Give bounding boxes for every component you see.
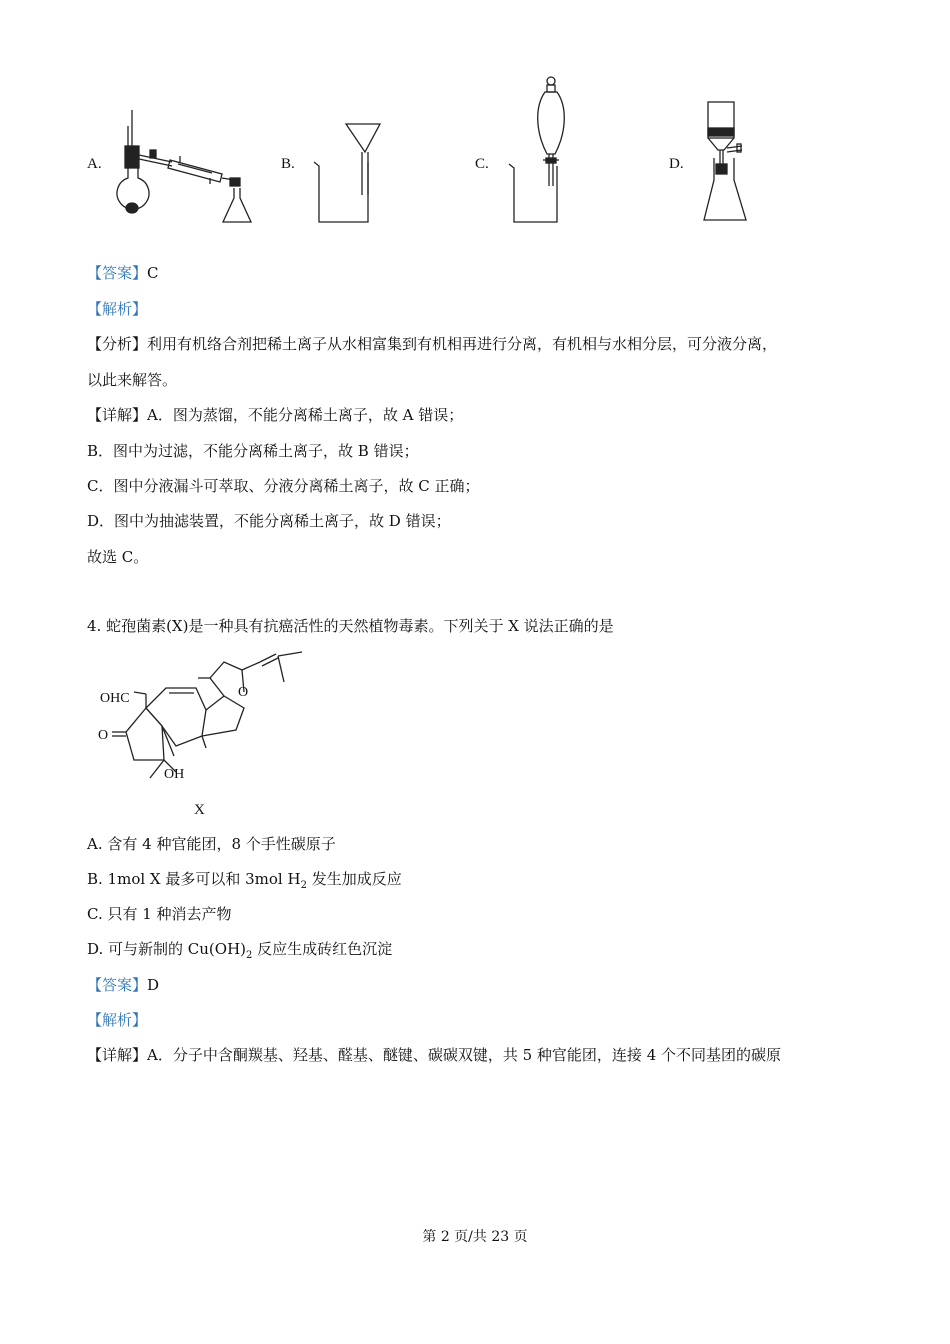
separatory-funnel-icon [505,76,577,226]
q4-option-b [87,869,402,896]
option-b-text-post: 发生加成反应 [306,870,402,888]
detail-a-text: A．图为蒸馏，不能分离稀土离子，故 A 错误； [147,406,464,424]
suction-filtration-icon [700,100,752,226]
oh-label: OH [164,767,185,782]
answer-tag: 【答案】 [87,976,148,994]
option-b-letter: B. [281,156,295,172]
q3-detail-c: C．图中分液漏斗可萃取、分液分离稀土离子，故 C 正确； [87,477,480,495]
q3-detail-a [87,405,463,425]
option-d-text-post: 反应生成砖红色沉淀 [252,940,393,958]
q4-answer-line [87,975,159,995]
molecule-x-structure [96,648,316,824]
cho-label: OHC [100,691,130,706]
filtration-apparatus-icon [310,120,382,226]
q3-analysis-tag: 【解析】 [87,300,148,318]
q4-detail-a [87,1045,781,1065]
detail-tag: 【详解】 [87,406,148,424]
option-b-subscript: 2 [300,880,307,891]
distillation-apparatus-icon [110,108,255,226]
detail-a-text: A．分子中含酮羰基、羟基、醛基、醚键、碳碳双键，共 5 种官能团，连接 4 个不同基团的碳原 [147,1046,782,1064]
ketone-oxygen-label: O [98,728,109,743]
compound-name-label: X [194,802,205,818]
q4-stem: 4. 蛇孢菌素(X)是一种具有抗癌活性的天然植物毒素。下列关于 X 说法正确的是 [87,617,614,635]
page-footer: 第 2 页/共 23 页 [422,1229,528,1245]
option-c-letter: C. [475,156,489,172]
fenxi-text-1: 利用有机络合剂把稀土离子从水相富集到有机相再进行分离，有机相与水相分层，可分液分离， [147,335,778,353]
q3-fenxi-line1 [87,334,777,354]
option-d-subscript: 2 [246,950,253,961]
ring-oxygen-label: O [238,685,249,700]
q3-detail-d: D．图中为抽滤装置，不能分离稀土离子，故 D 错误； [87,512,451,530]
q3-answer-line [87,263,159,283]
option-b-text-pre: B. 1mol X 最多可以和 3mol H [87,870,301,888]
option-d-text-pre: D. 可与新制的 Cu(OH) [87,940,247,958]
q3-fenxi-line2: 以此来解答。 [87,371,178,389]
q3-detail-b: B．图中为过滤，不能分离稀土离子，故 B 错误； [87,442,419,460]
answer-value: D [147,976,160,994]
detail-tag: 【详解】 [87,1046,148,1064]
answer-value: C [147,264,159,282]
q4-analysis-tag: 【解析】 [87,1011,148,1029]
q4-option-c: C. 只有 1 种消去产物 [87,905,232,923]
fenxi-tag: 【分析】 [87,335,148,353]
answer-tag: 【答案】 [87,264,148,282]
option-d-letter: D. [669,156,684,172]
q4-option-d [87,939,392,966]
q4-option-a: A. 含有 4 种官能团，8 个手性碳原子 [87,835,336,853]
q3-conclusion: 故选 C。 [87,548,149,566]
option-a-letter: A. [87,156,102,172]
